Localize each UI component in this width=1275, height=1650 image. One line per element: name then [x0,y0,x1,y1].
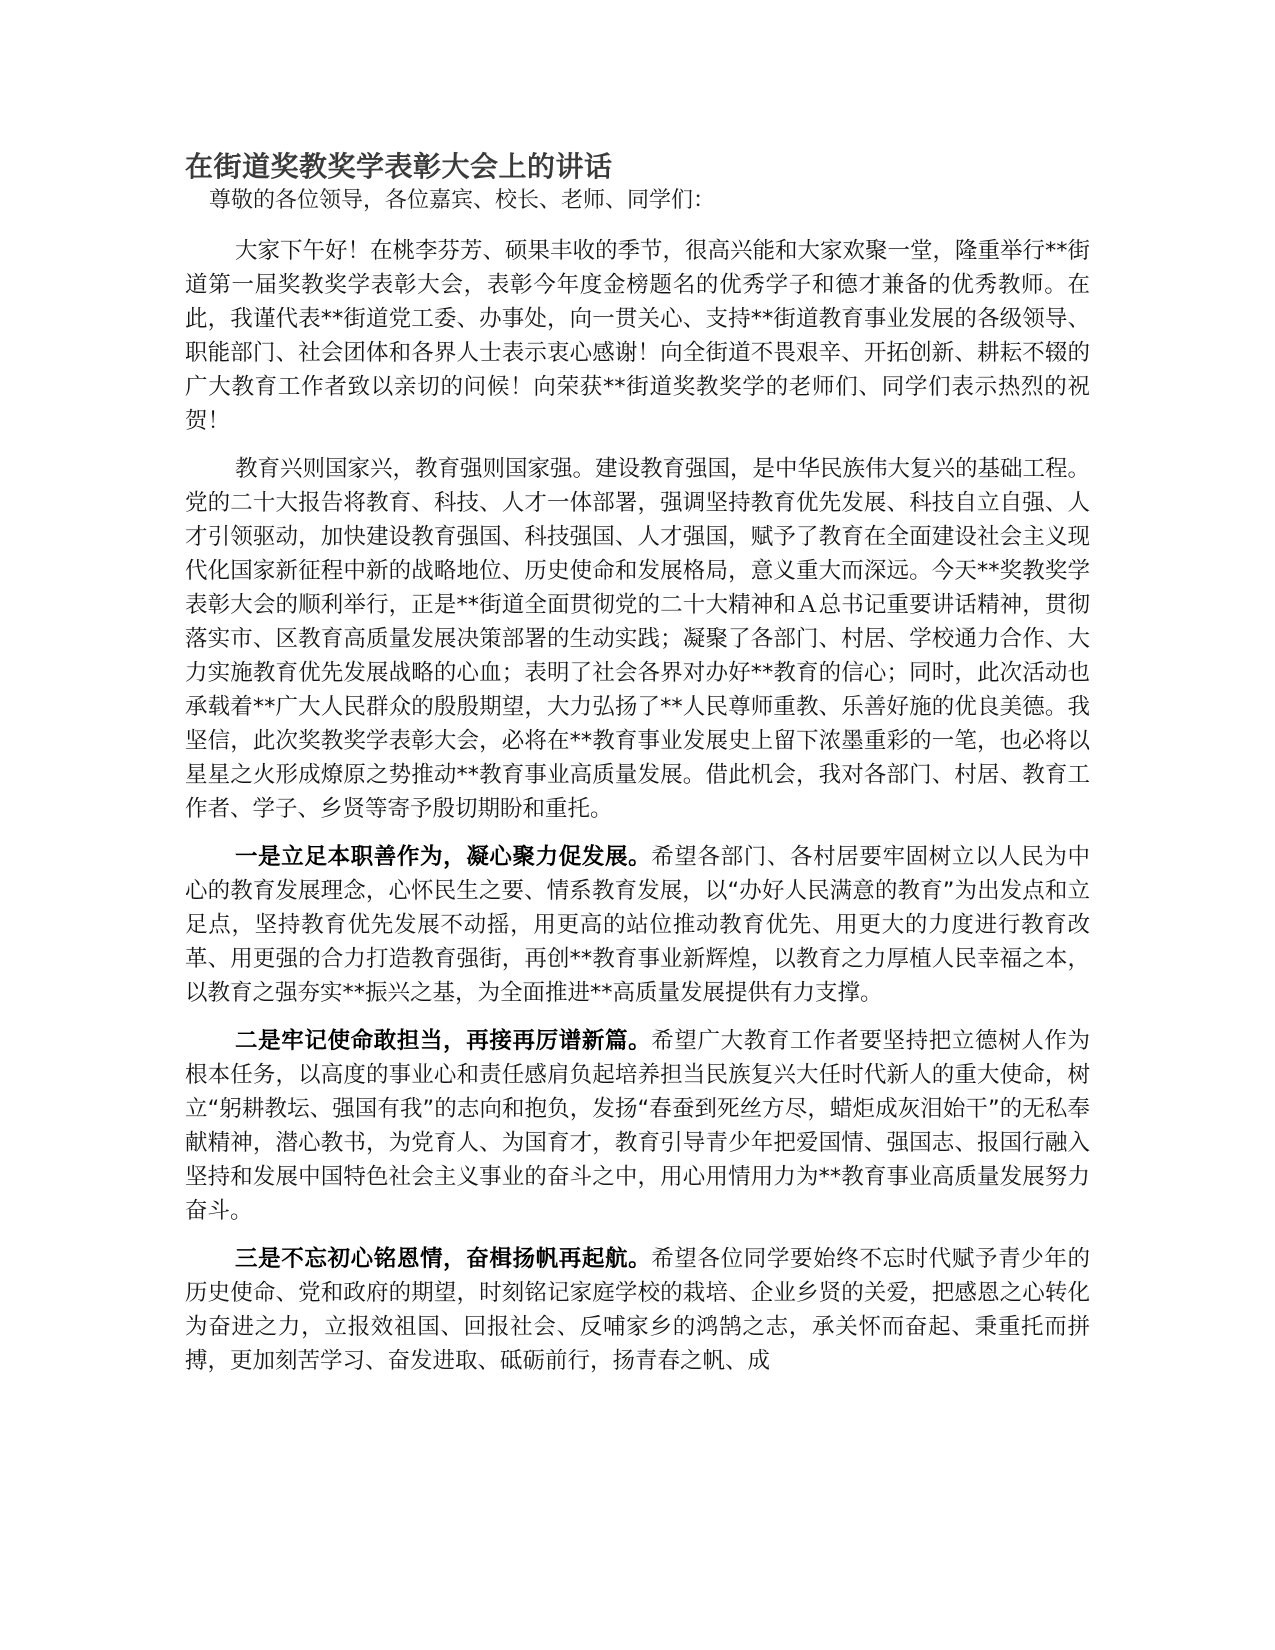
paragraph-text: 希望广大教育工作者要坚持把立德树人作为根本任务，以高度的事业心和责任感肩负起培养担当民族复兴大任时代新人的重大使命，树立“躬耕教坛、强国有我”的志向和抱负，发扬“春蚕到死丝方尽，蜡炬成灰泪始干”的无私奉献精神，潜心教书，为党育人、为国育才，教育引导青少年把爱国情、强国志、报国行融入坚持和发展中国特色社会主义事业的奋斗之中，用心用情用力为**教育事业高质量发展努力奋斗。 [185,1028,1090,1224]
document-body [185,148,1090,1378]
paragraph-lead: 二是牢记使命敢担当，再接再厉谱新篇。 [235,1028,652,1054]
paragraph-opening [185,234,1090,438]
paragraph-text: 大家下午好！在桃李芬芳、硕果丰收的季节，很高兴能和大家欢聚一堂，隆重举行**街道第一届奖教奖学表彰大会，表彰今年度金榜题名的优秀学子和德才兼备的优秀教师。在此，我谨代表**街道党工委、办事处，向一贯关心、支持**街道教育事业发展的各级领导、职能部门、社会团体和各界人士表示衷心感谢！向全街道不畏艰辛、开拓创新、耕耘不辍的广大教育工作者致以亲切的问候！向荣获**街道奖教奖学的老师们、同学们表示热烈的祝贺！ [185,238,1091,434]
paragraph-significance [185,452,1090,826]
paragraph-lead: 一是立足本职善作为，凝心聚力促发展。 [235,844,652,870]
salutation: 尊敬的各位领导，各位嘉宾、校长、老师、同学们： [209,188,716,213]
paragraph-lead: 三是不忘初心铭恩情，奋楫扬帆再起航。 [235,1246,652,1272]
paragraph-text: 希望各位同学要始终不忘时代赋予青少年的历史使命、党和政府的期望，时刻铭记家庭学校的栽培、企业乡贤的关爱，把感恩之心转化为奋进之力，立报效祖国、回报社会、反哺家乡的鸿鹄之志，承关怀而奋起、秉重托而拼搏，更加刻苦学习、奋发进取、砥砺前行，扬青春之帆、成 [185,1246,1090,1374]
paragraph-text: 希望各部门、各村居要牢固树立以人民为中心的教育发展理念，心怀民生之要、情系教育发展，以“办好人民满意的教育”为出发点和立足点，坚持教育优先发展不动摇，用更高的站位推动教育优先、用更大的力度进行教育改革、用更强的合力打造教育强街，再创**教育事业新辉煌，以教育之力厚植人民幸福之本，以教育之强夯实**振兴之基，为全面推进**高质量发展提供有力支撑。 [185,844,1090,1006]
paragraph-point-two [185,1024,1090,1228]
paragraph-point-three [185,1242,1090,1378]
document-title: 在街道奖教奖学表彰大会上的讲话 [185,150,613,183]
paragraph-text: 教育兴则国家兴，教育强则国家强。建设教育强国，是中华民族伟大复兴的基础工程。党的二十大报告将教育、科技、人才一体部署，强调坚持教育优先发展、科技自立自强、人才引领驱动，加快建设教育强国、科技强国、人才强国，赋予了教育在全面建设社会主义现代化国家新征程中新的战略地位、历史使命和发展格局，意义重大而深远。今天**奖教奖学表彰大会的顺利举行，正是**街道全面贯彻党的二十大精神和Ａ总书记重要讲话精神，贯彻落实市、区教育高质量发展决策部署的生动实践；凝聚了各部门、村居、学校通力合作、大力实施教育优先发展战略的心血；表明了社会各界对办好**教育的信心；同时，此次活动也承载着**广大人民群众的殷殷期望，大力弘扬了**人民尊师重教、乐善好施的优良美德。我坚信，此次奖教奖学表彰大会，必将在**教育事业发展史上留下浓墨重彩的一笔，也必将以星星之火形成燎原之势推动**教育事业高质量发展。借此机会，我对各部门、村居、教育工作者、学子、乡贤等寄予殷切期盼和重托。 [185,456,1091,822]
paragraph-point-one [185,840,1090,1010]
